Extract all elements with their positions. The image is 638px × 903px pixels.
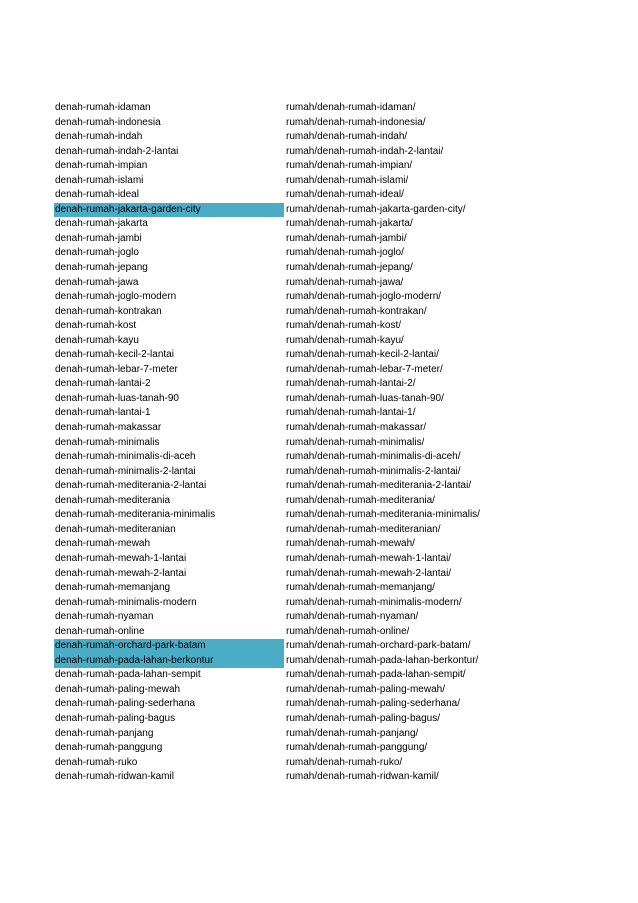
path-cell[interactable]: rumah/denah-rumah-luas-tanah-90/ (286, 392, 444, 404)
table-row (54, 101, 504, 116)
path-cell[interactable]: rumah/denah-rumah-lebar-7-meter/ (286, 363, 443, 375)
slug-cell[interactable]: denah-rumah-nyaman (55, 611, 154, 623)
table-row (54, 406, 504, 421)
table-row (54, 145, 504, 160)
path-cell[interactable]: rumah/denah-rumah-paling-bagus/ (286, 712, 440, 724)
table-row (54, 334, 504, 349)
table-row (54, 130, 504, 145)
table-row (54, 377, 504, 392)
path-cell[interactable]: rumah/denah-rumah-joglo/ (286, 247, 404, 259)
slug-cell[interactable]: denah-rumah-ridwan-kamil (55, 771, 174, 783)
path-cell[interactable]: rumah/denah-rumah-ruko/ (286, 756, 403, 768)
slug-cell[interactable]: denah-rumah-jambi (55, 232, 142, 244)
table-row (54, 494, 504, 509)
slug-cell[interactable]: denah-rumah-idaman (55, 102, 151, 113)
table-row (54, 261, 504, 276)
table-row (54, 116, 504, 131)
slug-cell[interactable]: denah-rumah-indah (55, 131, 143, 143)
path-cell[interactable]: rumah/denah-rumah-panggung/ (286, 742, 428, 754)
table-row (54, 712, 504, 727)
slug-cell[interactable]: denah-rumah-luas-tanah-90 (55, 392, 179, 404)
slug-cell[interactable]: denah-rumah-jepang (55, 262, 148, 274)
table-row (54, 741, 504, 756)
path-cell[interactable]: rumah/denah-rumah-ridwan-kamil/ (286, 771, 439, 783)
table-row (54, 727, 504, 742)
slug-cell[interactable]: denah-rumah-kecil-2-lantai (55, 349, 174, 361)
slug-cell[interactable]: denah-rumah-jakarta-garden-city (54, 203, 284, 218)
table-row (54, 348, 504, 363)
slug-cell[interactable]: denah-rumah-joglo (55, 247, 139, 259)
slug-cell[interactable]: denah-rumah-lantai-2 (55, 378, 151, 390)
slug-cell[interactable]: denah-rumah-impian (55, 160, 148, 172)
slug-cell[interactable]: denah-rumah-minimalis-di-aceh (55, 451, 196, 463)
slug-cell[interactable]: denah-rumah-orchard-park-batam (54, 639, 284, 654)
slug-cell[interactable]: denah-rumah-pada-lahan-berkontur (54, 654, 284, 669)
path-cell[interactable]: rumah/denah-rumah-minimalis-modern/ (286, 596, 462, 608)
path-cell[interactable]: rumah/denah-rumah-mediteranian/ (286, 523, 441, 535)
table-row (54, 523, 504, 538)
table-row (54, 217, 504, 232)
path-cell[interactable]: rumah/denah-rumah-memanjang/ (286, 582, 435, 594)
table-row (54, 625, 504, 640)
slug-cell[interactable]: denah-rumah-jakarta (55, 218, 148, 230)
slug-cell[interactable]: denah-rumah-mediterania-2-lantai (55, 480, 207, 492)
table-row (54, 363, 504, 378)
slug-cell[interactable]: denah-rumah-indah-2-lantai (55, 145, 179, 157)
path-cell[interactable]: rumah/denah-rumah-pada-lahan-berkontur/ (286, 654, 479, 666)
slug-cell[interactable]: denah-rumah-mewah (55, 538, 151, 550)
table-row (54, 639, 504, 654)
table-row (54, 159, 504, 174)
path-cell[interactable]: rumah/denah-rumah-kecil-2-lantai/ (286, 349, 439, 361)
path-cell[interactable]: rumah/denah-rumah-impian/ (286, 160, 413, 172)
table-row (54, 668, 504, 683)
slug-cell[interactable]: denah-rumah-paling-mewah (55, 683, 181, 695)
table-row (54, 537, 504, 552)
path-cell[interactable]: rumah/denah-rumah-jambi/ (286, 232, 407, 244)
path-cell[interactable]: rumah/denah-rumah-mediterania-2-lantai/ (286, 480, 472, 492)
table-row (54, 450, 504, 465)
path-cell[interactable]: rumah/denah-rumah-indah-2-lantai/ (286, 145, 444, 157)
slug-cell[interactable]: denah-rumah-islami (55, 174, 144, 186)
table-row (54, 567, 504, 582)
table-row (54, 305, 504, 320)
slug-cell[interactable]: denah-rumah-joglo-modern (55, 291, 177, 303)
slug-cell[interactable]: denah-rumah-kontrakan (55, 305, 162, 317)
path-cell[interactable]: rumah/denah-rumah-jawa/ (286, 276, 404, 288)
path-cell[interactable]: rumah/denah-rumah-mewah-1-lantai/ (286, 552, 452, 564)
path-cell[interactable]: rumah/denah-rumah-ideal/ (286, 189, 404, 201)
path-cell[interactable]: rumah/denah-rumah-joglo-modern/ (286, 291, 442, 303)
slug-cell[interactable]: denah-rumah-mediterania-minimalis (55, 509, 216, 521)
table-row (54, 319, 504, 334)
table-row (54, 232, 504, 247)
path-cell[interactable]: rumah/denah-rumah-minimalis-2-lantai/ (286, 465, 461, 477)
path-cell[interactable]: rumah/denah-rumah-kayu/ (286, 334, 404, 346)
path-cell[interactable]: rumah/denah-rumah-lantai-1/ (286, 407, 416, 419)
slug-cell[interactable]: denah-rumah-minimalis-modern (55, 596, 197, 608)
path-cell[interactable]: rumah/denah-rumah-orchard-park-batam/ (286, 640, 471, 652)
table-row (54, 392, 504, 407)
slug-cell[interactable]: denah-rumah-mewah-2-lantai (55, 567, 187, 579)
path-cell[interactable]: rumah/denah-rumah-mewah/ (286, 538, 415, 550)
table-row (54, 479, 504, 494)
table-row (54, 654, 504, 669)
slug-cell[interactable]: denah-rumah-minimalis-2-lantai (55, 465, 196, 477)
slug-cell[interactable]: denah-rumah-paling-bagus (55, 712, 176, 724)
slug-cell[interactable]: denah-rumah-mediteranian (55, 523, 176, 535)
path-cell[interactable]: rumah/denah-rumah-panjang/ (286, 727, 419, 739)
path-cell[interactable]: rumah/denah-rumah-jakarta/ (286, 218, 413, 230)
slug-cell[interactable]: denah-rumah-kost (55, 320, 137, 332)
slug-cell[interactable]: denah-rumah-paling-sederhana (55, 698, 196, 710)
table-row (54, 756, 504, 771)
path-cell[interactable]: rumah/denah-rumah-kost/ (286, 320, 402, 332)
slug-cell[interactable]: denah-rumah-makassar (55, 422, 162, 434)
slug-cell[interactable]: denah-rumah-panjang (55, 727, 154, 739)
table-row (54, 276, 504, 291)
table-row (54, 610, 504, 625)
path-cell[interactable]: rumah/denah-rumah-mewah-2-lantai/ (286, 567, 452, 579)
path-cell[interactable]: rumah/denah-rumah-paling-sederhana/ (286, 698, 460, 710)
slug-cell[interactable]: denah-rumah-mewah-1-lantai (55, 552, 187, 564)
table-row (54, 188, 504, 203)
slug-cell[interactable]: denah-rumah-jawa (55, 276, 139, 288)
path-cell[interactable]: rumah/denah-rumah-minimalis-di-aceh/ (286, 451, 461, 463)
path-cell[interactable]: rumah/denah-rumah-jepang/ (286, 262, 413, 274)
path-cell[interactable]: rumah/denah-rumah-lantai-2/ (286, 378, 416, 390)
path-cell[interactable]: rumah/denah-rumah-pada-lahan-sempit/ (286, 669, 466, 681)
path-cell[interactable]: rumah/denah-rumah-makassar/ (286, 422, 427, 434)
table-row (54, 770, 504, 785)
path-cell[interactable]: rumah/denah-rumah-indonesia/ (286, 116, 426, 128)
path-cell[interactable]: rumah/denah-rumah-mediterania-minimalis/ (286, 509, 480, 521)
slug-cell[interactable]: denah-rumah-panggung (55, 742, 163, 754)
slug-cell[interactable]: denah-rumah-ruko (55, 756, 138, 768)
path-cell[interactable]: rumah/denah-rumah-jakarta-garden-city/ (286, 203, 466, 215)
path-cell[interactable]: rumah/denah-rumah-mediterania/ (286, 494, 435, 506)
slug-cell[interactable]: denah-rumah-lantai-1 (55, 407, 151, 419)
path-cell[interactable]: rumah/denah-rumah-online/ (286, 625, 410, 637)
path-cell[interactable]: rumah/denah-rumah-paling-mewah/ (286, 683, 445, 695)
slug-cell[interactable]: denah-rumah-lebar-7-meter (55, 363, 178, 375)
slug-cell[interactable]: denah-rumah-indonesia (55, 116, 161, 128)
path-cell[interactable]: rumah/denah-rumah-indah/ (286, 131, 408, 143)
slug-cell[interactable]: denah-rumah-pada-lahan-sempit (55, 669, 201, 681)
path-cell[interactable]: rumah/denah-rumah-idaman/ (286, 102, 416, 113)
path-cell[interactable]: rumah/denah-rumah-minimalis/ (286, 436, 425, 448)
table-row (54, 581, 504, 596)
table-row (54, 290, 504, 305)
table-row (54, 596, 504, 611)
table-row (54, 552, 504, 567)
table-row (54, 436, 504, 451)
slug-cell[interactable]: denah-rumah-memanjang (55, 582, 171, 594)
table-row (54, 203, 504, 218)
table-row (54, 465, 504, 480)
slug-cell[interactable]: denah-rumah-ideal (55, 189, 139, 201)
slug-cell[interactable]: denah-rumah-online (55, 625, 145, 637)
table-row (54, 421, 504, 436)
spreadsheet-table (54, 101, 504, 785)
path-cell[interactable]: rumah/denah-rumah-islami/ (286, 174, 409, 186)
table-row (54, 246, 504, 261)
slug-cell[interactable]: denah-rumah-minimalis (55, 436, 160, 448)
path-cell[interactable]: rumah/denah-rumah-nyaman/ (286, 611, 419, 623)
path-cell[interactable]: rumah/denah-rumah-kontrakan/ (286, 305, 427, 317)
slug-cell[interactable]: denah-rumah-mediterania (55, 494, 171, 506)
table-row (54, 697, 504, 712)
table-row (54, 174, 504, 189)
slug-cell[interactable]: denah-rumah-kayu (55, 334, 139, 346)
table-row (54, 508, 504, 523)
table-row (54, 683, 504, 698)
